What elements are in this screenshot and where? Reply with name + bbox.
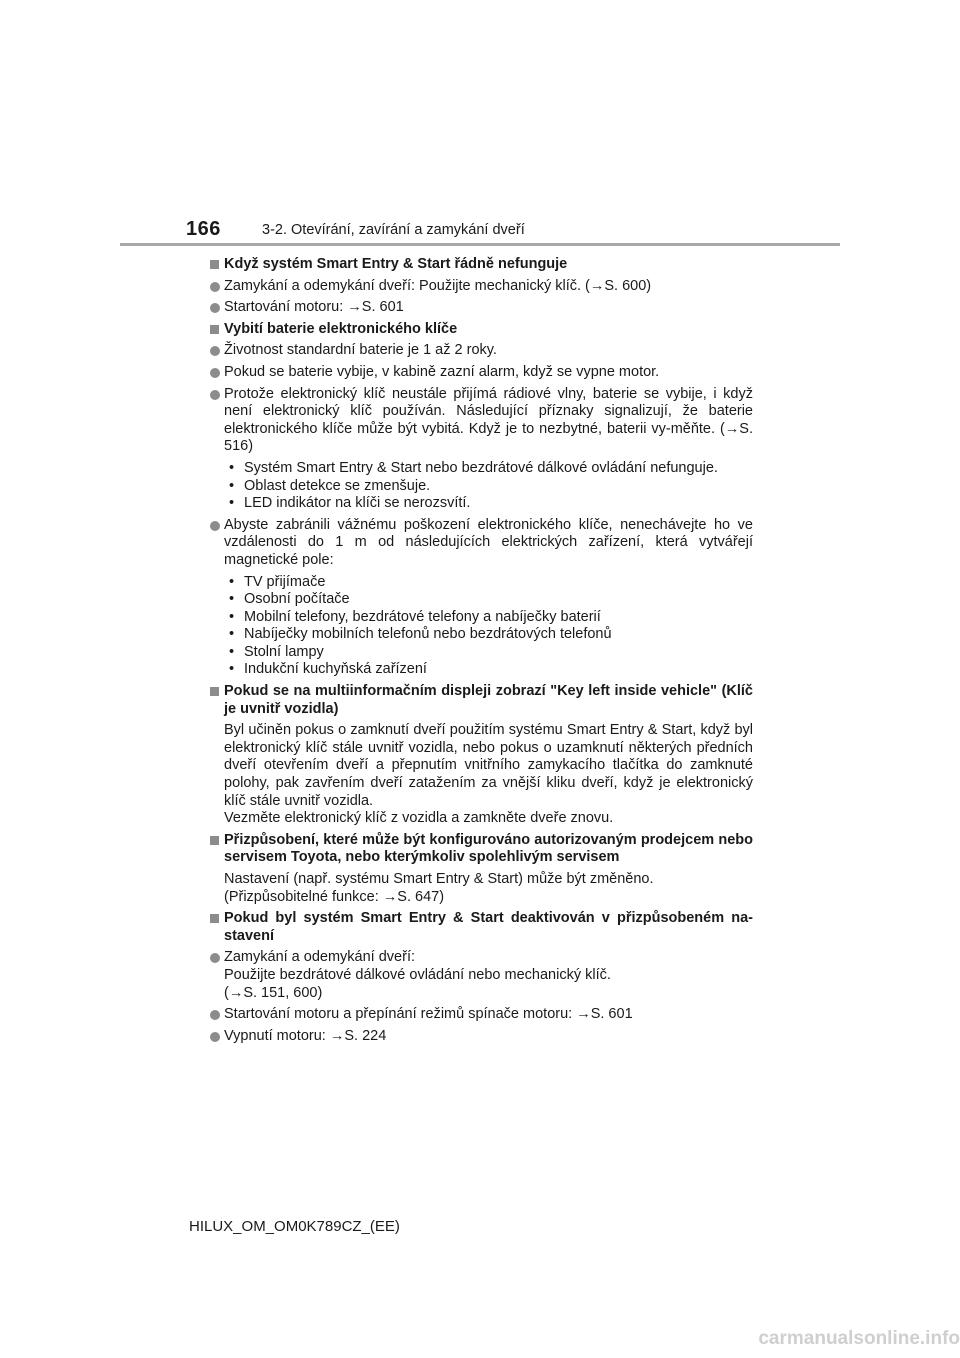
bullet-item: Pokud se baterie vybije, v kabině zazní alarm, když se vypne motor. [207, 364, 753, 382]
square-bullet-icon [210, 687, 219, 696]
list-item: • Stolní lampy [224, 644, 753, 662]
symptom-list [207, 460, 753, 513]
square-bullet-icon [210, 325, 219, 334]
bullet-item: Startování motoru a přepínání režimů spínače motoru: →S. 601 [207, 1006, 753, 1024]
page-number: 166 [186, 218, 221, 240]
list-item: • Systém Smart Entry & Start nebo bezdrátové dálkové ovládání nefunguje. [224, 460, 753, 478]
bullet-item: Životnost standardní baterie je 1 až 2 roky. [207, 342, 753, 360]
bullet-item: Zamykání a odemykání dveří: Použijte bezdrátové dálkové ovládání nebo mechanický klíč. (→S. 151, 600) [207, 949, 753, 1002]
device-list [207, 574, 753, 680]
list-item: • Osobní počítače [224, 591, 753, 609]
paragraph: Nastavení (např. systému Smart Entry & Start) může být změněno. (Přizpůsobitelné funkce: →S. 647) [224, 871, 654, 905]
watermark: carmanualsonline.info [758, 1328, 960, 1349]
list-item: • Nabíječky mobilních telefonů nebo bezdrátových telefonů [224, 626, 753, 644]
heading-smart-entry-deactivated: Pokud byl systém Smart Entry & Start deaktivován v přizpůsobeném na-stavení [207, 910, 753, 945]
bullet-item: Startování motoru: →S. 601 [207, 299, 753, 317]
round-bullet-icon [210, 346, 220, 356]
round-bullet-icon [210, 521, 220, 531]
document-code: HILUX_OM_OM0K789CZ_(EE) [189, 1218, 400, 1235]
page-content [207, 252, 753, 1045]
round-bullet-icon [210, 368, 220, 378]
heading-smart-entry-malfunction: Když systém Smart Entry & Start řádně nefunguje [207, 256, 753, 274]
round-bullet-icon [210, 390, 220, 400]
list-item: • Oblast detekce se zmenšuje. [224, 478, 753, 496]
bullet-item: Vypnutí motoru: →S. 224 [207, 1028, 753, 1046]
paragraph: Byl učiněn pokus o zamknutí dveří použitím systému Smart Entry & Start, když byl elektronický klíč stále uvnitř vozidla, nebo pokus o uzamknutí některých předních dveří otevřením dveří a přepnutím vnitřního zamykacího tlačítka do zamknuté polohy, pak zavřením dveří zatažením za vnější kliku dveří, když je elektronický klíč stále uvnitř vozidla. Vezměte elektronický klíč z vozidla a zamkněte dveře znovu. [224, 722, 753, 827]
header-rule [120, 243, 840, 246]
heading-customization: Přizpůsobení, které může být konfigurováno autorizovaným prodejcem nebo servisem Toyota, nebo kterýmkoliv spolehlivým servisem [207, 832, 753, 867]
square-bullet-icon [210, 914, 219, 923]
list-item: • Indukční kuchyňská zařízení [224, 661, 753, 679]
round-bullet-icon [210, 953, 220, 963]
bullet-item: Zamykání a odemykání dveří: Použijte mechanický klíč. (→S. 600) [207, 278, 753, 296]
round-bullet-icon [210, 282, 220, 292]
list-item: • LED indikátor na klíči se nerozsvítí. [224, 495, 753, 513]
square-bullet-icon [210, 836, 219, 845]
square-bullet-icon [210, 260, 219, 269]
heading-key-battery: Vybití baterie elektronického klíče [207, 321, 753, 339]
bullet-item: Protože elektronický klíč neustále přijímá rádiové vlny, baterie se vybije, i když není elektronický klíč používán. Následující příznaky signalizují, že baterie elektronického klíče může být vybitá. Když je to nezbytné, baterii vy-měňte. (→S. 516) [207, 386, 753, 456]
heading-key-left-inside: Pokud se na multiinformačním displeji zobrazí "Key left inside vehicle" (Klíč je uvnitř vozidla) [207, 683, 753, 718]
section-title: 3-2. Otevírání, zavírání a zamykání dveří [262, 222, 525, 238]
round-bullet-icon [210, 1032, 220, 1042]
list-item: • Mobilní telefony, bezdrátové telefony a nabíječky baterií [224, 609, 753, 627]
round-bullet-icon [210, 303, 220, 313]
bullet-item: Abyste zabránili vážnému poškození elektronického klíče, nenechávejte ho ve vzdálenosti do 1 m od následujících elektrických zařízení, která vytvářejí magnetické pole: [207, 517, 753, 570]
round-bullet-icon [210, 1010, 220, 1020]
list-item: • TV přijímače [224, 574, 753, 592]
page-header [0, 0, 960, 250]
